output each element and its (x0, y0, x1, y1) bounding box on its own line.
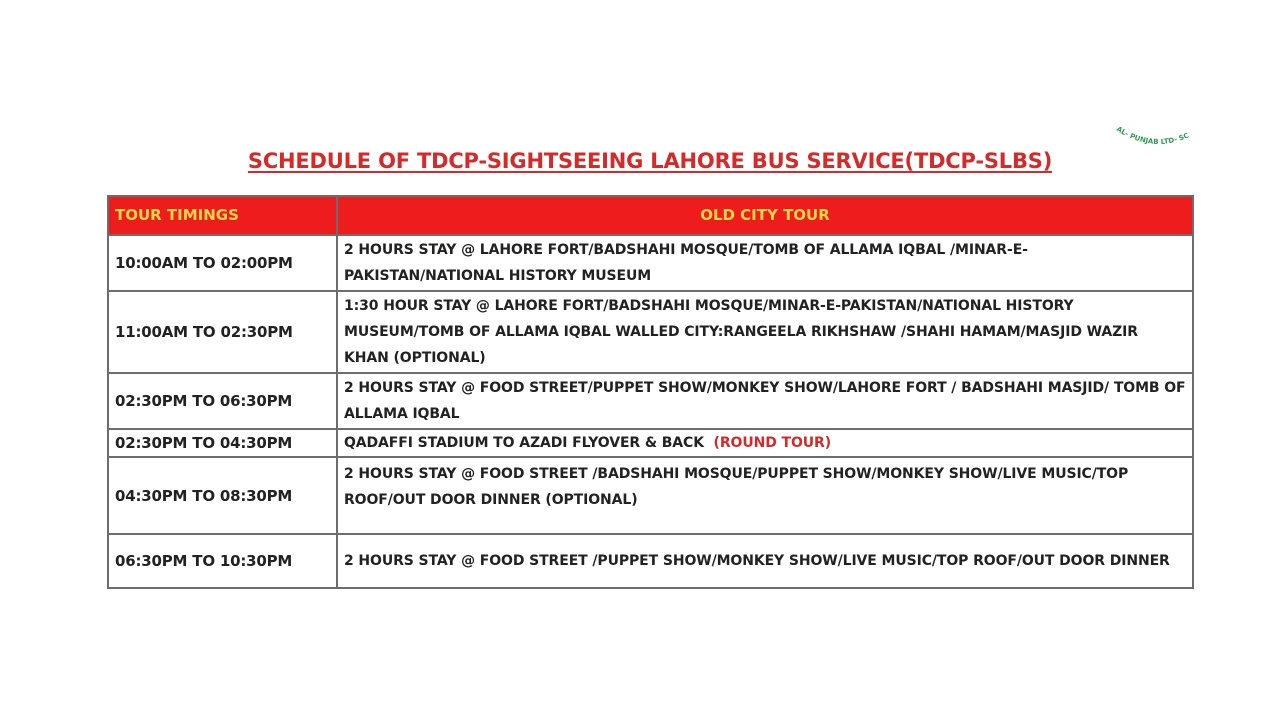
table-row (108, 235, 1193, 291)
table-header-row (108, 196, 1193, 235)
tour-description: 2 HOURS STAY @ FOOD STREET/PUPPET SHOW/MONKEY SHOW/LAHORE FORT / BADSHAHI MASJID/ TOMB OF ALLAMA IQBAL (337, 373, 1193, 429)
table-row (108, 291, 1193, 373)
tour-description-cell (337, 429, 1193, 457)
tour-time: 04:30PM TO 08:30PM (108, 457, 337, 534)
tour-description: 2 HOURS STAY @ FOOD STREET /BADSHAHI MOSQUE/PUPPET SHOW/MONKEY SHOW/LIVE MUSIC/TOP ROOF/OUT DOOR DINNER (OPTIONAL) (337, 457, 1193, 534)
document-title: SCHEDULE OF TDCP-SIGHTSEEING LAHORE BUS SERVICE(TDCP-SLBS) (247, 149, 1053, 173)
header-old-city-tour: OLD CITY TOUR (337, 196, 1193, 235)
tour-description: 2 HOURS STAY @ LAHORE FORT/BADSHAHI MOSQUE/TOMB OF ALLAMA IQBAL /MINAR-E-PAKISTAN/NATIONAL HISTORY MUSEUM (337, 235, 1193, 291)
round-tour-label: (ROUND TOUR) (713, 435, 832, 451)
tour-time: 11:00AM TO 02:30PM (108, 291, 337, 373)
schedule-table (107, 195, 1194, 589)
table-row (108, 534, 1193, 588)
tour-time: 06:30PM TO 10:30PM (108, 534, 337, 588)
tour-description: 2 HOURS STAY @ FOOD STREET /PUPPET SHOW/MONKEY SHOW/LIVE MUSIC/TOP ROOF/OUT DOOR DINNER (337, 534, 1193, 588)
seal-logo (1112, 124, 1204, 152)
tour-time: 02:30PM TO 06:30PM (108, 373, 337, 429)
tour-time: 10:00AM TO 02:00PM (108, 235, 337, 291)
table-row (108, 429, 1193, 457)
tour-description: 1:30 HOUR STAY @ LAHORE FORT/BADSHAHI MOSQUE/MINAR-E-PAKISTAN/NATIONAL HISTORY MUSEUM/TOMB OF ALLAMA IQBAL WALLED CITY:RANGEELA RIKHSHAW /SHAHI HAMAM/MASJID WAZIR KHAN (OPTIONAL) (337, 291, 1193, 373)
tour-description: QADAFFI STADIUM TO AZADI FLYOVER & BACK (344, 435, 704, 451)
seal-text: AL- PUNJAB LTD- SC (1114, 124, 1191, 147)
svg-text:AL- PUNJAB LTD- SC (1115, 125, 1190, 146)
table-row (108, 373, 1193, 429)
header-tour-timings: TOUR TIMINGS (108, 196, 337, 235)
table-row (108, 457, 1193, 534)
tour-time: 02:30PM TO 04:30PM (108, 429, 337, 457)
